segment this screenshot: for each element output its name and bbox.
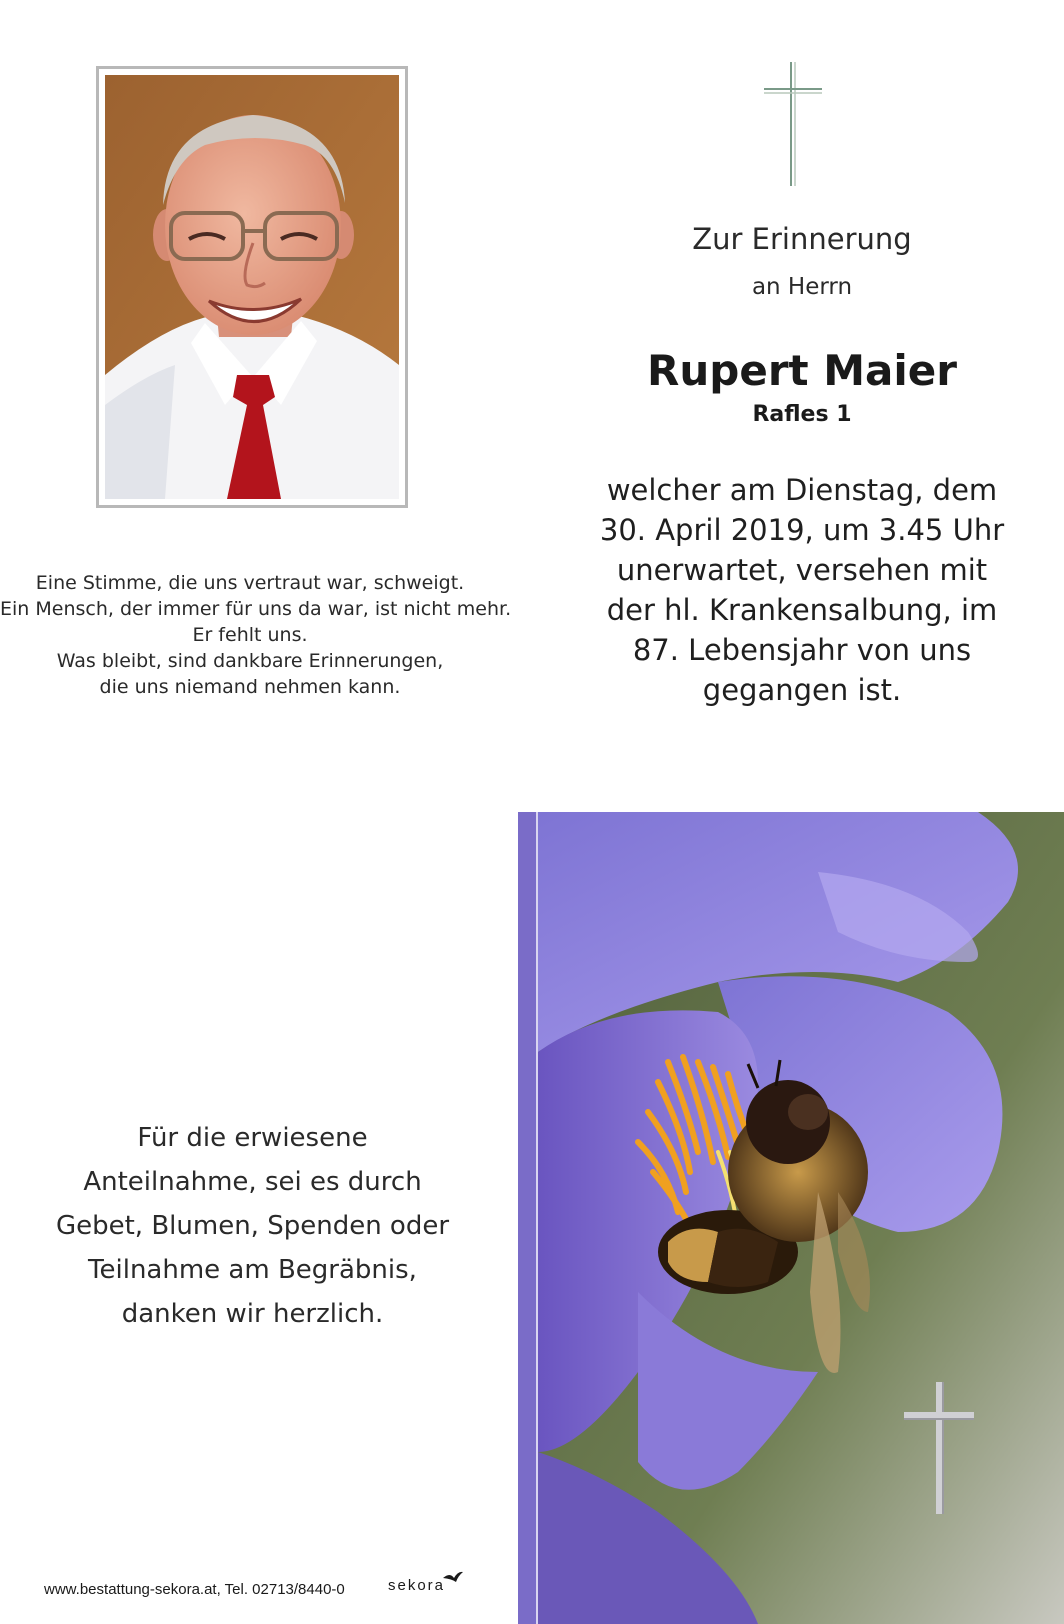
- poem-line: die uns niemand nehmen kann.: [99, 676, 401, 698]
- portrait-photo: [105, 75, 399, 499]
- description-line: unerwartet, versehen mit: [616, 553, 988, 587]
- flower-bee-image: [518, 812, 1064, 1624]
- poem: [0, 570, 512, 700]
- deceased-name: Rupert Maier: [647, 346, 957, 395]
- thanks-line: danken wir herzlich.: [121, 1299, 384, 1329]
- bird-icon: [442, 1570, 464, 1584]
- flower-image-panel: [518, 812, 1064, 1624]
- poem-line: Er fehlt uns.: [192, 624, 308, 646]
- death-description: [540, 470, 1064, 710]
- deceased-address: Rafles 1: [752, 402, 852, 427]
- poem-line: Eine Stimme, die uns vertraut war, schweigt.: [35, 572, 465, 594]
- description-line: gegangen ist.: [702, 673, 902, 707]
- funeral-home-footer: www.bestattung-sekora.at, Tel. 02713/8440-0: [44, 1581, 345, 1598]
- thanks-line: Anteilnahme, sei es durch: [83, 1167, 422, 1197]
- sekora-logo: sekora: [388, 1577, 446, 1594]
- description-line: 87. Lebensjahr von uns: [632, 633, 972, 667]
- back-left-panel: [0, 812, 518, 1624]
- description-line: 30. April 2019, um 3.45 Uhr: [599, 513, 1005, 547]
- thanks-line: Gebet, Blumen, Spenden oder: [55, 1211, 450, 1241]
- memorial-title: Zur Erinnerung: [692, 222, 912, 256]
- thanks-message: [0, 1116, 505, 1336]
- memorial-subtitle: an Herrn: [751, 274, 853, 300]
- thanks-line: Teilnahme am Begräbnis,: [88, 1255, 417, 1285]
- cross-icon: [762, 60, 824, 188]
- thanks-line: Für die erwiesene: [137, 1123, 368, 1153]
- description-line: welcher am Dienstag, dem: [606, 473, 998, 507]
- portrait-frame: [96, 66, 408, 508]
- description-line: der hl. Krankensalbung, im: [606, 593, 998, 627]
- poem-line: Was bleibt, sind dankbare Erinnerungen,: [56, 650, 444, 672]
- poem-line: Ein Mensch, der immer für uns da war, ist nicht mehr.: [0, 598, 512, 620]
- front-right-panel: [540, 0, 1064, 810]
- front-left-panel: [0, 0, 540, 810]
